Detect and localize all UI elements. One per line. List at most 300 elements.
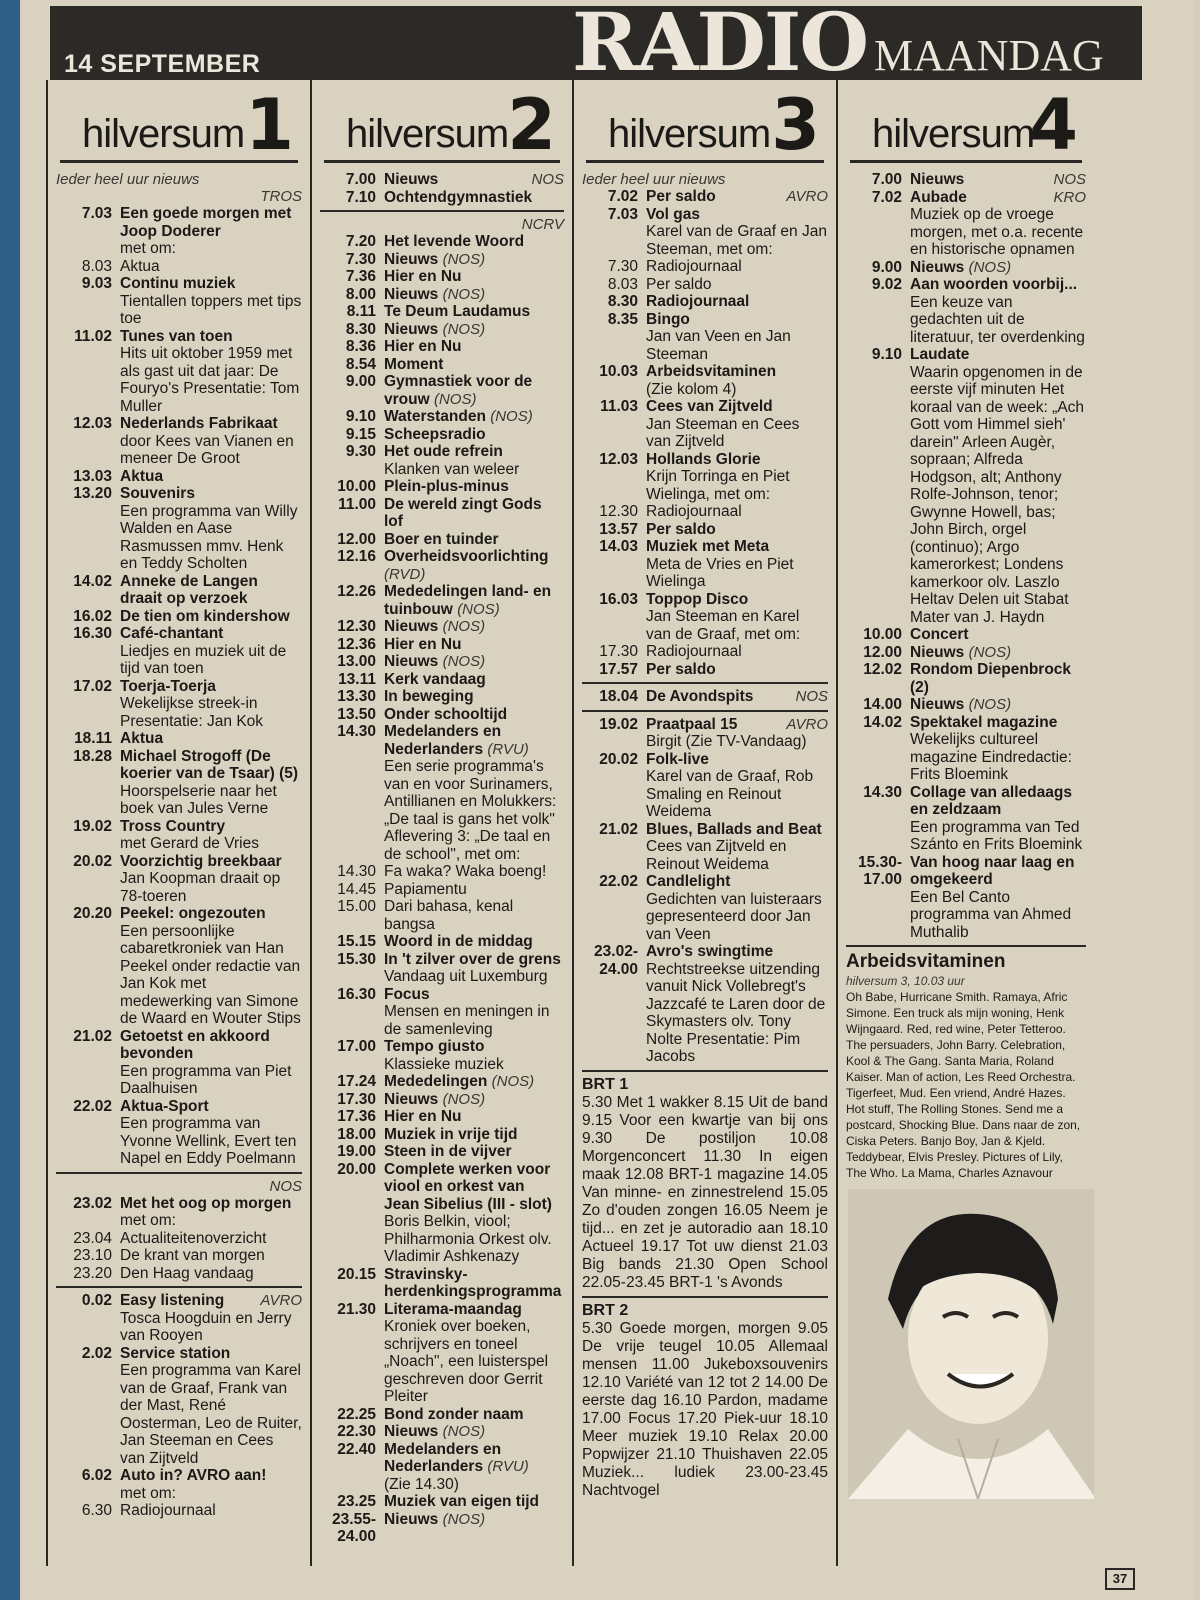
program-row xyxy=(320,426,564,444)
program-body xyxy=(120,1502,302,1520)
program-time: 20.02 xyxy=(599,750,638,768)
program-time: 18.04 xyxy=(599,688,638,705)
column-hilversum-3 xyxy=(572,80,836,1566)
program-row xyxy=(320,233,564,251)
program-title: Nieuws xyxy=(910,696,965,713)
program-row xyxy=(320,1143,564,1161)
program-title: Papiamentu xyxy=(384,880,467,898)
program-body xyxy=(384,1511,564,1546)
program-description: Een programma van Ted Szánto en Frits Bloemink xyxy=(910,818,1083,853)
program-list xyxy=(320,171,564,1546)
program-tag: (NOS) xyxy=(457,600,500,618)
program-row xyxy=(56,853,302,906)
program-title: Complete werken voor viool en orkest van Jean Sibelius (III - slot) xyxy=(384,1160,552,1213)
broadcaster-label: NOS xyxy=(795,688,828,705)
program-body xyxy=(384,233,564,251)
program-description: Een serie programma's van en voor Surinamers, Antillianen en Molukkers: „De taal is gans het volk" Aflevering 3: „De taal en de school", met om: xyxy=(384,758,557,863)
program-title: Den Haag vandaag xyxy=(120,1264,254,1282)
program-description: Een programma van Willy Walden en Aase Rasmussen mmv. Henk en Teddy Scholten xyxy=(120,502,298,572)
program-row xyxy=(320,496,564,531)
program-row xyxy=(582,943,828,1066)
broadcaster-label: AVRO xyxy=(786,715,828,733)
program-row xyxy=(320,881,564,899)
program-title: Radiojournaal xyxy=(646,643,742,660)
program-description: Een programma van Piet Daalhuisen xyxy=(120,1062,292,1097)
program-body xyxy=(910,189,1086,259)
program-row xyxy=(320,723,564,863)
program-title: Het oude refrein xyxy=(384,443,503,460)
program-row xyxy=(56,748,302,818)
program-title: Hier en Nu xyxy=(384,338,462,355)
program-body xyxy=(120,205,302,258)
program-title: Aktua xyxy=(120,730,164,747)
program-body xyxy=(646,398,828,451)
program-time: 0.02 xyxy=(81,1292,112,1309)
program-body xyxy=(384,1126,564,1144)
program-body xyxy=(384,1301,564,1406)
program-row xyxy=(320,1441,564,1494)
program-title: Bingo xyxy=(646,310,690,328)
program-time: 22.30 xyxy=(337,1423,376,1440)
program-body xyxy=(384,723,564,863)
program-time: 14.02 xyxy=(73,572,112,590)
program-time: 14.30 xyxy=(863,783,902,801)
program-body xyxy=(384,688,564,706)
program-row xyxy=(320,443,564,478)
program-row xyxy=(846,784,1086,854)
program-title: Hollands Glorie xyxy=(646,450,761,468)
program-title: In beweging xyxy=(384,688,474,705)
program-row xyxy=(320,251,564,269)
program-time: 7.03 xyxy=(607,205,638,223)
program-title: Moment xyxy=(384,355,444,373)
program-tag: (NOS) xyxy=(442,1510,486,1528)
program-title: Toppop Disco xyxy=(646,590,749,608)
program-title: Easy listening xyxy=(120,1292,225,1309)
program-description: Krijn Torringa en Piet Wielinga, met om: xyxy=(646,468,790,503)
program-row xyxy=(582,293,828,311)
broadcaster-label: AVRO xyxy=(786,188,828,205)
program-row xyxy=(582,688,828,706)
program-row xyxy=(582,661,828,679)
program-time: 12.00 xyxy=(337,530,376,548)
program-row xyxy=(320,1073,564,1091)
program-time: 8.36 xyxy=(345,338,376,355)
program-row xyxy=(846,854,1086,942)
program-title: Concert xyxy=(910,626,969,643)
program-body xyxy=(384,189,564,207)
program-body xyxy=(384,1441,564,1494)
program-time: 20.02 xyxy=(73,852,112,870)
program-row xyxy=(56,485,302,573)
program-row xyxy=(56,1467,302,1502)
program-row xyxy=(56,1345,302,1468)
column-hilversum-2 xyxy=(310,80,572,1566)
program-time: 12.03 xyxy=(599,450,638,468)
program-body xyxy=(120,1345,302,1468)
program-title: Nieuws xyxy=(384,618,439,635)
program-time: 14.30 xyxy=(337,863,376,880)
brt2-schedule: 5.30 Goede morgen, morgen 9.05 De vrije teugel 10.05 Allemaal mensen 11.00 Jukeboxsouvenirs 12.10 Variété van 12 tot 2 14.00 De eerste dag 16.10 Pardon, madame 17.00 Focus 17.20 Piek-uur 18.10 Meer muziek 19.10 Relax 20.00 Popwijzer 21.10 Thuishaven 22.05 Muziek... ludiek 23.00-23.45 Nachtvogel xyxy=(582,1319,828,1499)
program-body xyxy=(120,1098,302,1168)
program-description: Tientallen toppers met tips toe xyxy=(120,292,302,327)
program-tag: (RVU) xyxy=(487,1458,529,1475)
program-row xyxy=(846,189,1086,259)
program-title: Michael Strogoff (De koerier van de Tsaar) (5) xyxy=(120,747,299,782)
program-time: 12.30 xyxy=(337,618,376,635)
program-title: Aktua xyxy=(120,467,164,485)
program-title: Nieuws xyxy=(384,320,439,338)
program-title: Onder schooltijd xyxy=(384,705,508,723)
program-row xyxy=(320,671,564,689)
program-row xyxy=(56,1292,302,1345)
program-row xyxy=(582,591,828,644)
program-body xyxy=(384,268,564,286)
program-row xyxy=(56,415,302,468)
page-number: 37 xyxy=(1105,1568,1135,1590)
program-row xyxy=(320,1038,564,1073)
program-time: 17.57 xyxy=(599,660,638,678)
program-description: Muziek op de vroege morgen, met o.a. recente en historische opnamen xyxy=(910,206,1084,258)
program-title: Dari bahasa, kenal bangsa xyxy=(384,898,514,933)
program-time: 15.30 xyxy=(337,950,376,968)
program-body xyxy=(384,373,564,408)
program-body xyxy=(646,873,828,943)
program-time: 12.02 xyxy=(863,661,902,678)
program-title: Getoetst en akkoord bevonden xyxy=(120,1027,270,1062)
program-description: door Kees van Vianen en meneer De Groot xyxy=(120,432,294,467)
program-title: Boer en tuinder xyxy=(384,530,499,548)
program-body xyxy=(120,1265,302,1283)
program-row xyxy=(56,730,302,748)
program-row xyxy=(56,258,302,276)
program-body xyxy=(120,275,302,328)
program-row xyxy=(320,1126,564,1144)
program-time: 7.10 xyxy=(345,188,376,206)
program-time: 23.25 xyxy=(337,1493,376,1510)
program-title: Service station xyxy=(120,1344,231,1362)
program-body xyxy=(384,496,564,531)
program-description: Meta de Vries en Piet Wielinga xyxy=(646,555,794,590)
program-time: 9.00 xyxy=(871,258,902,276)
program-time: 8.35 xyxy=(607,310,638,328)
program-time: 14.02 xyxy=(863,713,902,731)
divider xyxy=(846,945,1086,947)
program-time: 19.02 xyxy=(599,715,638,733)
program-time: 14.45 xyxy=(337,880,376,898)
program-time: 18.00 xyxy=(337,1125,376,1143)
program-description: Een programma van Yvonne Wellink, Evert ten Napel en Eddy Poelmann xyxy=(120,1115,297,1167)
program-title: Hier en Nu xyxy=(384,635,462,653)
program-title: Arbeidsvitaminen xyxy=(646,363,777,380)
program-title: Nieuws xyxy=(384,653,439,670)
program-body xyxy=(120,678,302,731)
program-row xyxy=(320,1493,564,1511)
program-body xyxy=(120,328,302,416)
program-row xyxy=(320,688,564,706)
program-time: 16.03 xyxy=(599,590,638,608)
program-time: 23.20 xyxy=(73,1264,112,1282)
program-body xyxy=(120,1247,302,1265)
program-description: Klanken van weleer xyxy=(384,460,520,478)
program-time: 15.15 xyxy=(337,933,376,950)
program-time: 13.11 xyxy=(338,670,376,688)
program-body xyxy=(384,1406,564,1424)
program-title: De tien om kindershow xyxy=(120,607,290,625)
program-time: 12.03 xyxy=(73,415,112,432)
program-time: 23.04 xyxy=(73,1229,112,1247)
program-row xyxy=(582,311,828,364)
program-row xyxy=(846,276,1086,346)
program-title: Hier en Nu xyxy=(384,1108,462,1125)
program-body xyxy=(384,863,564,881)
program-tag: (NOS) xyxy=(968,696,1012,713)
program-time: 12.36 xyxy=(337,635,376,653)
program-tag: (NOS) xyxy=(442,250,486,268)
program-body xyxy=(646,821,828,874)
program-body xyxy=(910,171,1086,189)
program-time: 14.30 xyxy=(337,723,376,740)
program-body xyxy=(120,853,302,906)
program-body xyxy=(384,653,564,671)
program-time: 17.00 xyxy=(337,1038,376,1055)
program-title: Nieuws xyxy=(910,171,965,188)
divider xyxy=(582,1296,828,1298)
program-description: Wekelijks cultureel magazine Eindredactie: Frits Bloemink xyxy=(910,731,1072,783)
program-description: Jan Steeman en Cees van Zijtveld xyxy=(646,415,800,450)
program-row xyxy=(320,303,564,321)
program-tag: (NOS) xyxy=(968,643,1012,661)
program-title: Literama-maandag xyxy=(384,1300,522,1318)
program-title: Kerk vandaag xyxy=(384,670,486,688)
program-row xyxy=(582,503,828,521)
program-title: Auto in? AVRO aan! xyxy=(120,1467,267,1484)
program-row xyxy=(320,268,564,286)
program-tag: (NOS) xyxy=(442,1423,486,1440)
program-body xyxy=(384,1266,564,1301)
program-row xyxy=(56,573,302,608)
program-body xyxy=(646,538,828,591)
program-body xyxy=(646,311,828,364)
program-row xyxy=(320,321,564,339)
program-time: 16.30 xyxy=(73,625,112,642)
program-time: 10.00 xyxy=(863,626,902,643)
program-description: Hoorspelserie naar het boek van Jules Verne xyxy=(120,782,277,817)
program-time: 14.03 xyxy=(599,538,638,555)
program-body xyxy=(646,258,828,276)
program-row xyxy=(56,608,302,626)
program-title: Aktua xyxy=(120,257,160,275)
program-title: Cees van Zijtveld xyxy=(646,398,773,415)
program-title: Rondom Diepenbrock (2) xyxy=(910,661,1072,696)
program-title: Ochtendgymnastiek xyxy=(384,188,533,206)
program-row xyxy=(846,171,1086,189)
program-body xyxy=(384,951,564,986)
program-row xyxy=(582,363,828,398)
program-row xyxy=(582,751,828,821)
station-name: hilversum xyxy=(346,112,509,156)
program-body xyxy=(384,706,564,724)
header-band xyxy=(50,0,1142,89)
program-body xyxy=(384,1423,564,1441)
program-title: Nieuws xyxy=(384,1423,439,1440)
program-row xyxy=(56,905,302,1028)
program-tag: (NOS) xyxy=(968,258,1012,276)
program-row xyxy=(320,531,564,549)
program-body xyxy=(910,644,1086,662)
program-time: 9.30 xyxy=(345,443,376,460)
program-body xyxy=(384,321,564,339)
program-list xyxy=(846,171,1086,941)
program-row xyxy=(582,276,828,294)
program-time: 6.30 xyxy=(81,1502,112,1519)
program-title: Voorzichtig breekbaar xyxy=(120,852,282,870)
program-title: Candlelight xyxy=(646,873,731,890)
program-body xyxy=(120,905,302,1028)
program-title: Café-chantant xyxy=(120,625,224,642)
program-time: 10.00 xyxy=(337,478,376,495)
program-row xyxy=(56,1247,302,1265)
program-body xyxy=(120,1195,302,1230)
program-description: Tosca Hoogduin en Jerry van Rooyen xyxy=(120,1309,292,1344)
program-title: Muziek van eigen tijd xyxy=(384,1493,540,1510)
program-description: Mensen en meningen in de samenleving xyxy=(384,1003,550,1038)
broadcaster-label: NCRV xyxy=(521,216,564,233)
program-time: 11.02 xyxy=(74,327,112,345)
program-title: Anneke de Langen draait op verzoek xyxy=(120,572,258,607)
program-body xyxy=(120,730,302,748)
program-time: 22.40 xyxy=(337,1440,376,1458)
program-row xyxy=(320,951,564,986)
program-time: 22.02 xyxy=(73,1097,112,1115)
program-row xyxy=(846,644,1086,662)
program-time: 14.00 xyxy=(863,696,902,713)
program-row xyxy=(320,478,564,496)
program-description: Kroniek over boeken, schrijvers en toneel „Noach", een luisterspel geschreven door Gerrit Pleiter xyxy=(384,1318,549,1405)
program-tag: (NOS) xyxy=(491,1073,535,1090)
header-day: MAANDAG xyxy=(874,31,1104,80)
program-time: 2.02 xyxy=(81,1344,112,1362)
program-body xyxy=(384,636,564,654)
program-title: Tunes van toen xyxy=(120,327,233,345)
program-tag: (NOS) xyxy=(490,408,533,425)
program-time: 16.30 xyxy=(337,985,376,1003)
program-description: met om: xyxy=(120,1212,176,1229)
program-description: Gedichten van luisteraars gepresenteerd door Jan van Veen xyxy=(646,890,822,943)
program-time: 17.30 xyxy=(599,643,638,660)
program-row xyxy=(320,1301,564,1406)
program-body xyxy=(384,408,564,426)
program-body xyxy=(910,661,1086,696)
program-time: 17.02 xyxy=(73,677,112,695)
program-description: Vandaag uit Luxemburg xyxy=(384,968,548,985)
broadcaster-label: TROS xyxy=(260,188,302,205)
program-list xyxy=(56,188,302,1520)
program-row xyxy=(320,636,564,654)
program-body xyxy=(646,363,828,398)
program-title: Toerja-Toerja xyxy=(120,677,216,695)
station-heading xyxy=(850,80,1082,166)
program-row xyxy=(582,451,828,504)
program-body xyxy=(384,583,564,618)
station-number: 3 xyxy=(771,84,820,166)
program-title: Nieuws xyxy=(910,258,965,276)
program-tag: (NOS) xyxy=(442,285,486,303)
lead-note: Ieder heel uur nieuws xyxy=(582,171,726,188)
program-description: Jan van Veen en Jan Steeman xyxy=(646,328,791,363)
program-body xyxy=(910,784,1086,854)
magazine-page xyxy=(22,0,1194,1600)
arbeidsvitaminen-heading: Arbeidsvitaminen xyxy=(846,951,1006,972)
column-hilversum-1 xyxy=(46,80,310,1566)
program-time: 7.02 xyxy=(871,188,902,206)
program-description: Een keuze van gedachten uit de literatuur, ter overdenking xyxy=(910,293,1085,346)
program-time: 20.15 xyxy=(337,1265,376,1283)
program-time: 13.03 xyxy=(73,467,112,485)
program-title: Per saldo xyxy=(646,188,716,205)
program-time: 13.57 xyxy=(599,520,638,538)
program-tag: (NOS) xyxy=(442,320,486,338)
program-body xyxy=(384,933,564,951)
program-tag: (RVU) xyxy=(487,740,529,758)
program-body xyxy=(384,286,564,304)
program-time: 9.02 xyxy=(871,276,902,293)
program-description: met om: xyxy=(120,1484,176,1502)
program-time: 6.02 xyxy=(81,1467,112,1484)
program-description: (Zie kolom 4) xyxy=(646,380,737,398)
divider xyxy=(582,710,828,712)
program-body xyxy=(384,303,564,321)
program-title: Een goede morgen met Joop Doderer xyxy=(120,205,292,240)
program-row xyxy=(846,696,1086,714)
header-title: RADIO xyxy=(572,0,868,89)
program-row xyxy=(320,863,564,881)
program-time: 8.03 xyxy=(81,257,112,275)
program-row xyxy=(56,1265,302,1283)
program-time: 19.00 xyxy=(337,1143,376,1160)
program-time: 20.20 xyxy=(73,905,112,922)
program-title: De krant van morgen xyxy=(120,1247,265,1264)
program-row xyxy=(320,171,564,189)
arbeidsvitaminen-sub: hilversum 3, 10.03 uur xyxy=(846,974,965,988)
program-body xyxy=(120,468,302,486)
program-time: 7.00 xyxy=(871,171,902,188)
program-body xyxy=(120,818,302,853)
lead-note: Ieder heel uur nieuws xyxy=(56,171,200,188)
program-body xyxy=(384,338,564,356)
station-heading xyxy=(586,80,824,166)
program-time: 23.10 xyxy=(73,1247,112,1264)
program-title: Actualiteitenoverzicht xyxy=(120,1229,267,1247)
program-title: De Avondspits xyxy=(646,688,754,705)
program-time: 10.03 xyxy=(599,363,638,380)
program-body xyxy=(646,521,828,539)
program-time: 21.02 xyxy=(73,1027,112,1045)
program-body xyxy=(910,854,1086,942)
program-description: Birgit (Zie TV-Vandaag) xyxy=(646,733,807,750)
brt1-schedule: 5.30 Met 1 wakker 8.15 Uit de band 9.15 Voor een kwartje van bij ons 9.30 De postiljon 10.08 Morgenconcert 11.30 In eigen maak 12.08 BRT-1 magazine 14.05 Van minne- en zinnestrelend 15.05 Zo d'ouden zongen 16.05 Neem je tijd... en zet je autoradio aan 18.10 Actueel 19.17 Tot uw dienst 21.03 Big bands 21.30 Open School 22.05-23.45 BRT-1 's Avonds xyxy=(582,1093,828,1291)
program-body xyxy=(384,618,564,636)
program-time: 8.54 xyxy=(345,355,376,373)
program-row xyxy=(582,521,828,539)
program-title: Te Deum Laudamus xyxy=(384,303,531,320)
program-body xyxy=(384,1161,564,1266)
program-body xyxy=(384,1038,564,1073)
program-description: Jan Koopman draait op 78-toeren xyxy=(120,870,281,905)
program-body xyxy=(120,1028,302,1098)
station-number: 4 xyxy=(1029,84,1078,166)
program-time: 8.30 xyxy=(345,320,376,338)
